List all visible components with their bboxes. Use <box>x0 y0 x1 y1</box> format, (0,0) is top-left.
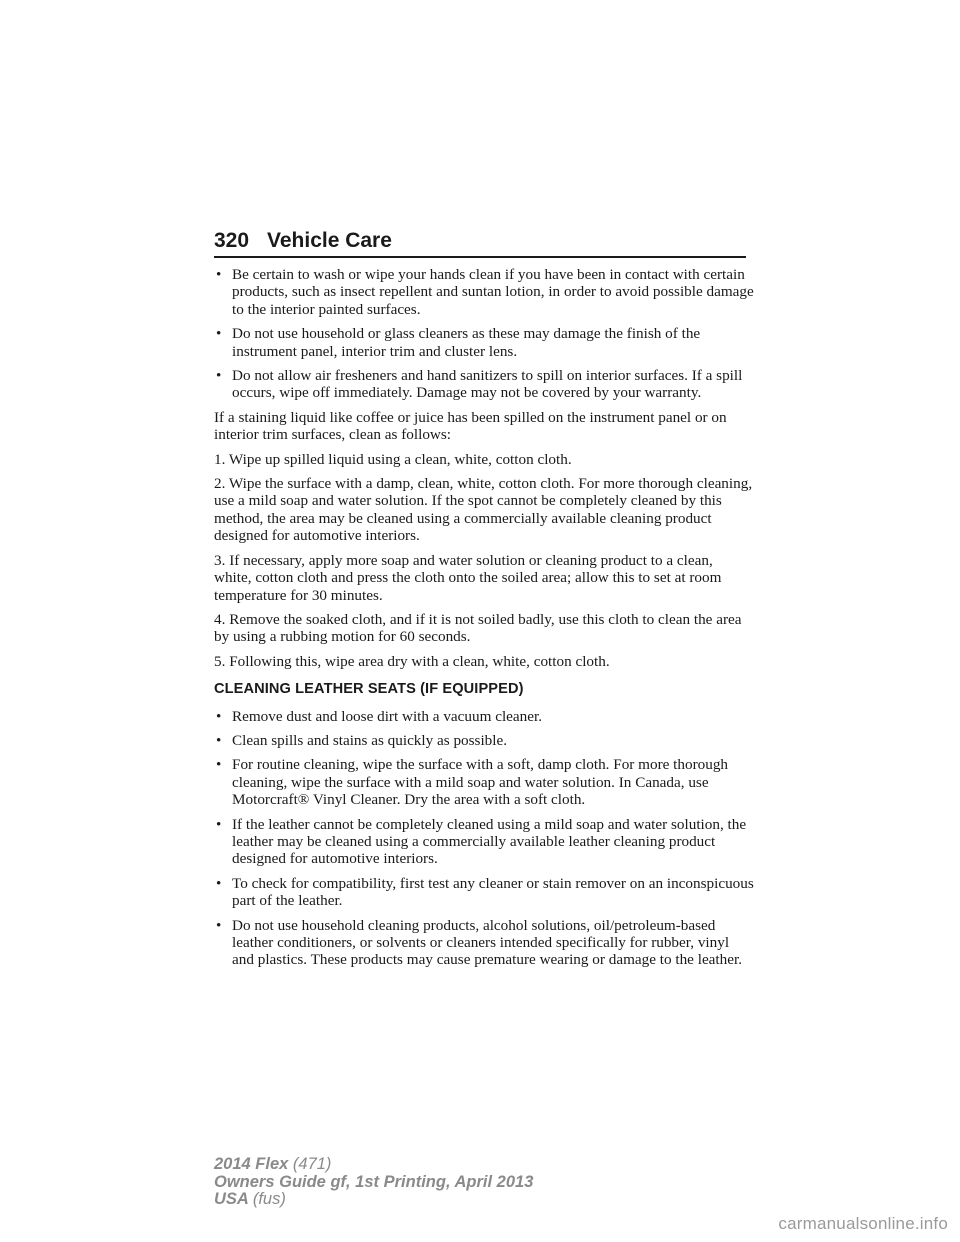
step-paragraph: 1. Wipe up spilled liquid using a clean, white, cotton cloth. <box>214 450 572 468</box>
print-footer <box>214 1156 533 1209</box>
footer-line-market: USA (fus) <box>214 1190 286 1208</box>
header-rule <box>214 256 746 258</box>
step-paragraph: 3. If necessary, apply more soap and water solution or cleaning product to a clean, white, cotton cloth and press the cloth onto the soiled area; allow this to set at room temperature for 30 minutes. <box>214 551 722 604</box>
bullet-glyph: • <box>216 815 222 833</box>
step-paragraph: 5. Following this, wipe area dry with a clean, white, cotton cloth. <box>214 652 610 670</box>
section-heading: CLEANING LEATHER SEATS (IF EQUIPPED) <box>214 681 524 698</box>
page-number: 320 <box>214 229 250 252</box>
watermark: carmanualsonline.info <box>778 1214 948 1233</box>
list-item: • Do not use household or glass cleaners as these may damage the finish of the instrument panel, interior trim and cluster lens. <box>216 325 701 360</box>
intro-paragraph: If a staining liquid like coffee or juice has been spilled on the instrument panel or on interior trim surfaces, clean as follows: <box>214 408 727 444</box>
bullet-glyph: • <box>216 731 222 749</box>
list-item: • For routine cleaning, wipe the surface with a soft, damp cloth. For more thorough cleaning, wipe the surface with a mild soap and water solution. In Canada, use Motorcraft® Vinyl Cleaner. Dry the area with a soft cloth. <box>216 756 729 809</box>
page-header <box>214 229 392 253</box>
bullet-glyph: • <box>216 367 222 385</box>
step-paragraph: 2. Wipe the surface with a damp, clean, white, cotton cloth. For more thorough cleaning, use a mild soap and water solution. If the spot cannot be completely cleaned by this method, the area may be cleaned using a commercially available cleaning product designed for automotive interiors. <box>214 475 753 545</box>
bullet-glyph: • <box>216 266 222 283</box>
step-paragraph: 4. Remove the soaked cloth, and if it is not soiled badly, use this cloth to clean the area by using a rubbing motion for 60 seconds. <box>214 610 742 646</box>
bullet-glyph: • <box>216 707 222 725</box>
footer-line-model: 2014 Flex (471) <box>214 1155 332 1173</box>
list-item: • Be certain to wash or wipe your hands clean if you have been in contact with certain products, such as insect repellent and suntan lotion, in order to avoid possible damage to the interior painted surfaces. <box>216 266 754 318</box>
list-item: • To check for compatibility, first test any cleaner or stain remover on an inconspicuous part of the leather. <box>216 874 754 910</box>
section-title: Vehicle Care <box>267 229 392 252</box>
bullet-glyph: • <box>216 756 222 774</box>
list-item: • Remove dust and loose dirt with a vacuum cleaner. <box>216 707 542 725</box>
bullet-glyph: • <box>216 916 222 934</box>
bullet-glyph: • <box>216 874 222 892</box>
bullet-glyph: • <box>216 325 222 343</box>
list-item: • Do not use household cleaning products, alcohol solutions, oil/petroleum-based leather conditioners, or solvents or cleaners intended specifically for rubber, vinyl and plastics. These products may cause premature wearing or damage to the leather. <box>216 916 742 969</box>
list-item: • Clean spills and stains as quickly as possible. <box>216 731 508 749</box>
footer-line-edition: Owners Guide gf, 1st Printing, April 2013 <box>214 1172 534 1191</box>
list-item: • If the leather cannot be completely cleaned using a mild soap and water solution, the leather may be cleaned using a commercially available leather cleaning product designed for automotive interiors. <box>216 815 747 868</box>
list-item: • Do not allow air fresheners and hand sanitizers to spill on interior surfaces. If a spill occurs, wipe off immediately. Damage may not be covered by your warranty. <box>216 367 743 402</box>
page-content <box>214 266 754 976</box>
